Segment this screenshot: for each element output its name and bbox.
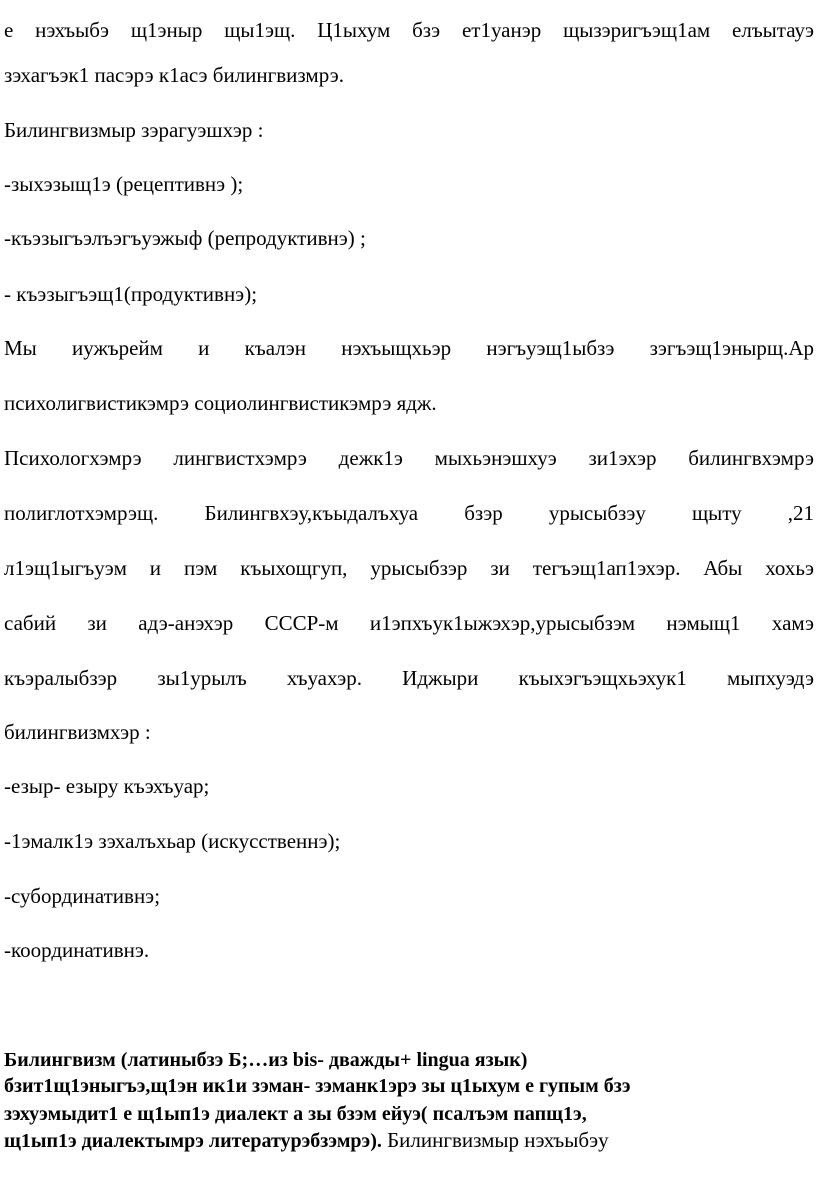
text-line-1: е нэхъыбэ щ1эныр щы1эщ. Ц1ыхум бзэ ет1уанэр щызэригъэщ1ам елъытауэ	[4, 18, 814, 42]
text-line-9: Психологхэмрэ лингвистхэмрэ дежк1э мыхьэнэшхуэ зи1эхэр билингвхэмрэ	[4, 446, 814, 470]
text-line-8: психолигвистикэмрэ социолингвистикэмрэ ядж.	[4, 391, 437, 415]
definition-line-4-bold: щ1ып1э диалектымрэ литературэбзэмрэ).	[4, 1130, 382, 1152]
text-line-4: -зыхэзыщ1э (рецептивнэ );	[4, 172, 244, 196]
text-line-17: -субординативнэ;	[4, 884, 161, 908]
text-line-10: полиглотхэмрэщ. Билингвхэу,къыдалъхуа бзэр урысыбзэу щыту ,21	[4, 501, 814, 525]
text-line-15: -езыр- езыру къэхъуар;	[4, 774, 210, 798]
text-line-18: -координативнэ.	[4, 938, 150, 962]
text-line-5: -къэзыгъэлъэгъуэжыф (репродуктивнэ) ;	[4, 226, 366, 250]
definition-line-2: бзит1щ1эныгъэ,щ1эн ик1и зэман- зэманк1эрэ зы ц1ыхум е гупым бзэ	[4, 1075, 631, 1097]
text-line-3: Билингвизмыр зэрагуэшхэр :	[4, 118, 264, 142]
text-line-11: л1эщ1ыгъуэм и пэм къыхощгуп, урысыбзэр зи тегъэщ1ап1эхэр. Абы хохьэ	[4, 556, 814, 580]
definition-line-4	[4, 1128, 814, 1153]
text-line-2: зэхагъэк1 пасэрэ к1асэ билингвизмрэ.	[4, 63, 344, 87]
text-line-12: сабий зи адэ-анэхэр СССР-м и1эпхъук1ыжэхэр,урысыбзэм нэмыщ1 хамэ	[4, 611, 814, 635]
definition-line-4-normal: Билингвизмыр нэхъыбэу	[381, 1128, 609, 1152]
text-line-16: -1эмалк1э зэхалъхьар (искусственнэ);	[4, 829, 341, 853]
text-line-14: билингвизмхэр :	[4, 720, 151, 744]
text-line-13: къэралыбзэр зы1урылъ хъуахэр. Иджыри къыхэгъэщхьэхук1 мыпхуэдэ	[4, 666, 814, 690]
text-line-7: Мы иужърейм и къалэн нэхъыщхьэр нэгъуэщ1ыбзэ зэгъэщ1энырщ.Ар	[4, 336, 814, 360]
text-line-6: - къэзыгъэщ1(продуктивнэ);	[4, 282, 258, 306]
definition-line-3: зэхуэмыдит1 е щ1ып1э диалект а зы бзэм ейуэ( псалъэм папщ1э,	[4, 1103, 587, 1125]
definition-line-1: Билингвизм (латиныбзэ Б;…из bis- дважды+ lingua язык)	[4, 1049, 528, 1071]
